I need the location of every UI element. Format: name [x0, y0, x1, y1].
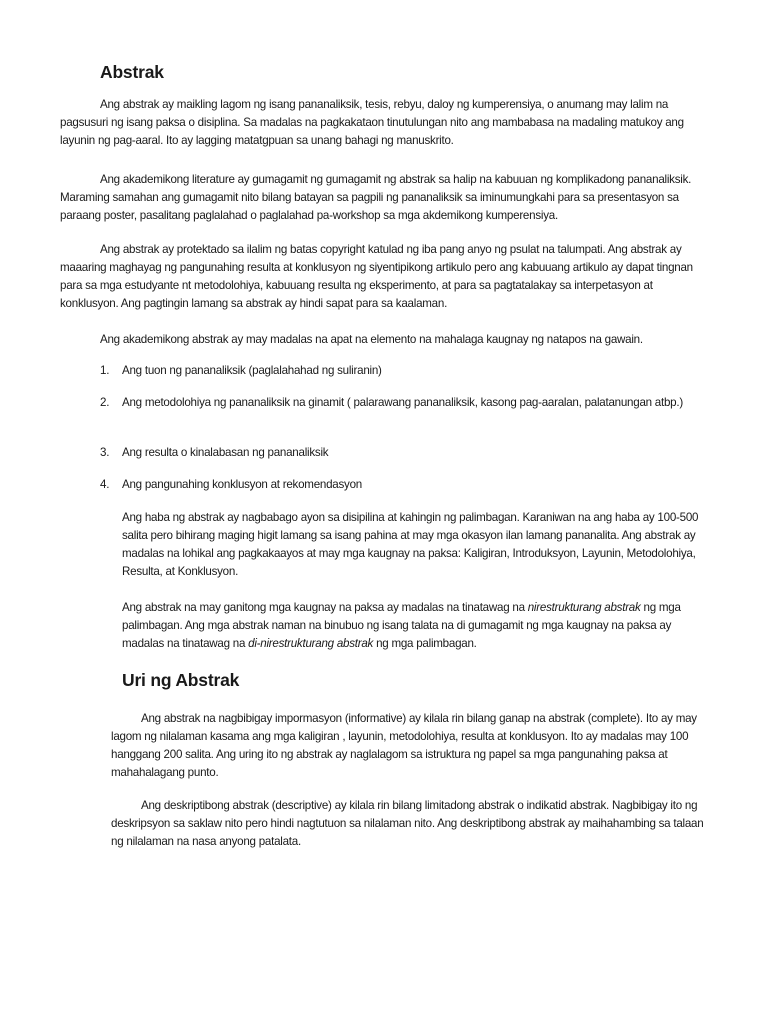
- list-item: [100, 476, 710, 494]
- heading-abstrak: Abstrak: [100, 62, 164, 82]
- list-item: [100, 444, 710, 462]
- list-item: [100, 394, 710, 412]
- paragraph-5: Ang haba ng abstrak ay nagbabago ayon sa disipilina at kahingin ng palimbagan. Karaniwan na ang haba ay 100-500 salita pero bihirang maging higit lamang sa isang pahina at may mga okasyon ilan lamang pananalita. Ang abstrak ay madalas na lohikal ang pagkakaayos at may mga kaugnay na paksa: Kaligiran, Introduksyon, Layunin, Metodolohiya, Resulta, at Konklusyon.: [122, 511, 699, 578]
- list-item-number: 2.: [100, 396, 110, 409]
- paragraph-7: Ang abstrak na nagbibigay impormasyon (informative) ay kilala rin bilang ganap na abstrak (complete). Ito ay may lagom ng nilalaman kasama ang mga kaligiran , layunin, metodolohiya, resulta at konklusyon. Ito ay madalas may 100 hanggang 200 salita. Ang uring ito ng abstrak ay naglalagom sa istruktura ng papel sa mga pangunahing paksa at mahahalagang punto.: [111, 712, 697, 779]
- paragraph-6-text-c: ng mga palimbagan.: [373, 637, 477, 650]
- term-nirestrukturang-abstrak: nirestrukturang abstrak: [527, 601, 641, 614]
- paragraph-6: [122, 599, 705, 653]
- list-item-text: Ang pangunahing konklusyon at rekomendasyon: [122, 478, 362, 491]
- term-di-nirestrukturang-abstrak: di-nirestrukturang abstrak: [248, 637, 374, 650]
- paragraph-6-text-a: Ang abstrak na may ganitong mga kaugnay na paksa ay madalas na tinatawag na: [122, 601, 528, 614]
- list-item-number: 3.: [100, 446, 110, 459]
- list-item-number: 1.: [100, 364, 110, 377]
- list-item-text: Ang metodolohiya ng pananaliksik na ginamit ( palarawang pananaliksik, kasong pag-aaralan, palatanungan atbp.): [122, 396, 683, 409]
- paragraph-8: Ang deskriptibong abstrak (descriptive) ay kilala rin bilang limitadong abstrak o indikatid abstrak. Nagbibigay ito ng deskripsyon sa saklaw nito pero hindi nagtutuon sa nilalaman nito. Ang deskriptibong abstrak ay maihahambing sa talaan ng nilalaman na nasa anyong patalata.: [111, 799, 704, 848]
- paragraph-4: Ang akademikong abstrak ay may madalas na apat na elemento na mahalaga kaugnay ng natapos na gawain.: [100, 333, 643, 346]
- paragraph-3: Ang abstrak ay protektado sa ilalim ng batas copyright katulad ng iba pang anyo ng psulat na talumpati. Ang abstrak ay maaaring maghayag ng pangunahing resulta at konklusyon ng siyentipikong artikulo pero ang kabuuang artikulo ay dapat tingnan para sa mga estudyante nt metodolohiya, kabuuang resulta ng eksperimento, at para sa pagtatalakay sa interpetasyon at konklusyon. Ang pagtingin lamang sa abstrak ay hindi sapat para sa kaalaman.: [60, 243, 693, 310]
- list-item-number: 4.: [100, 478, 110, 491]
- paragraph-2: Ang akademikong literature ay gumagamit ng gumagamit ng abstrak sa halip na kabuuan ng komplikadong pananaliksik. Maraming samahan ang gumagamit nito bilang batayan sa pagpili ng pananaliksik sa iminumungkahi para sa presentasyon sa paraang poster, pasalitang paglalahad o paglalahad pa-workshop sa mga akdemikong kumperensiya.: [60, 173, 692, 222]
- heading-uri-ng-abstrak: Uri ng Abstrak: [122, 670, 240, 690]
- paragraph-6-text-b: ng mga palimbagan. Ang mga abstrak naman na binubuo ng isang talata na di gumagamit ng mga kaugnay na paksa ay madalas na tinatawag na: [122, 601, 681, 650]
- list-item: [100, 362, 710, 380]
- list-item-text: Ang resulta o kinalabasan ng pananaliksik: [122, 446, 329, 459]
- list-item-text: Ang tuon ng pananaliksik (paglalahahad ng suliranin): [122, 364, 382, 377]
- paragraph-1: Ang abstrak ay maikling lagom ng isang pananaliksik, tesis, rebyu, daloy ng kumperensiya, o anumang may lalim na pagsusuri ng isang paksa o disiplina. Sa madalas na pagkakataon tinutulungan nito ang mambabasa na madaling matukoy ang layunin ng pag-aaral. Ito ay lagging matatgpuan sa unang bahagi ng manuskrito.: [60, 98, 684, 147]
